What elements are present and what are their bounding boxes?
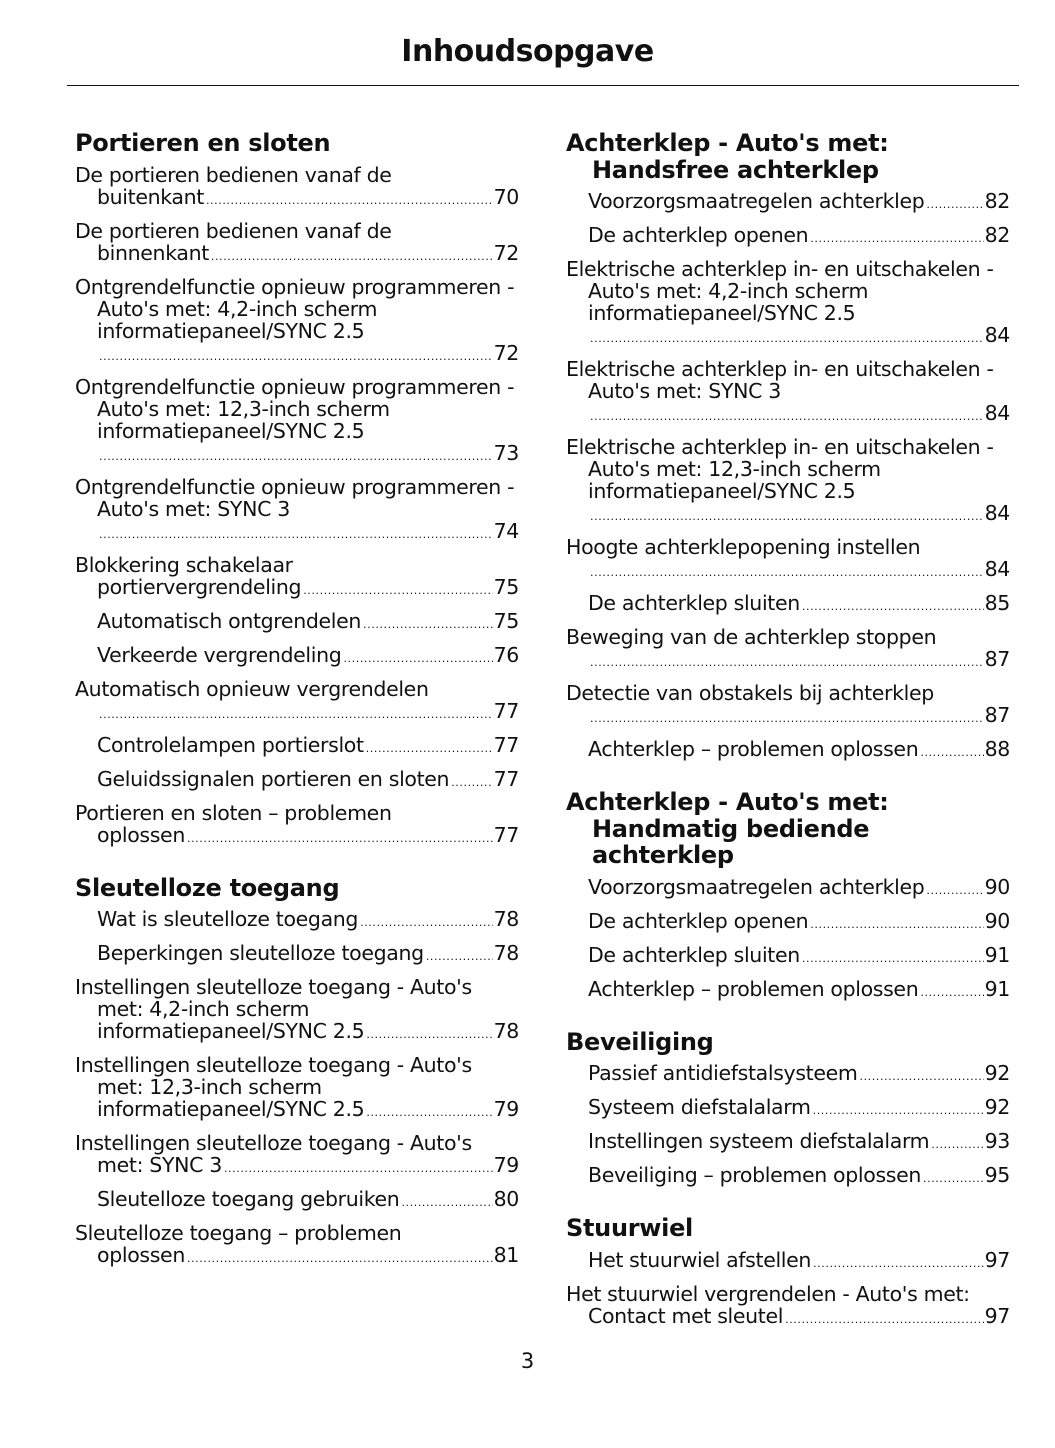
toc-entry-title-end: Wat is sleutelloze toegang <box>97 907 359 931</box>
toc-page-number: 97 <box>984 1303 1010 1328</box>
toc-entry[interactable] <box>566 589 1010 623</box>
toc-leader-line <box>588 224 1010 250</box>
toc-entry[interactable] <box>75 217 519 273</box>
toc-entry[interactable] <box>566 679 1010 735</box>
dot-leader <box>99 342 493 368</box>
section-heading: Stuurwiel <box>566 1214 693 1242</box>
toc-entry[interactable] <box>75 273 519 373</box>
toc-entry[interactable] <box>566 975 1010 1009</box>
toc-page-number: 82 <box>984 223 1010 247</box>
toc-entry[interactable] <box>75 905 519 939</box>
toc-page-number: 87 <box>984 703 1010 727</box>
toc-entry-title-end: Voorzorgsmaatregelen achterklep <box>588 874 925 899</box>
toc-entry[interactable] <box>566 1127 1010 1161</box>
dot-leader <box>802 944 984 970</box>
toc-entry-title-end: Voorzorgsmaatregelen achterklep <box>588 189 925 213</box>
title-divider <box>67 85 1019 86</box>
toc-entry-title-end: De achterklep openen <box>588 908 809 933</box>
toc-page-number: 77 <box>493 766 519 791</box>
toc-page-number: 75 <box>493 608 519 633</box>
toc-page-number: 90 <box>984 908 1010 933</box>
toc-entry[interactable] <box>75 675 519 731</box>
toc-entry-title-end: Verkeerde vergrendeling <box>97 642 342 667</box>
toc-leader-line <box>97 1188 519 1214</box>
dot-leader <box>366 1098 492 1124</box>
toc-entry[interactable] <box>75 799 519 855</box>
toc-leader-line <box>588 324 1010 350</box>
toc-entry[interactable] <box>75 765 519 799</box>
toc-page-number: 72 <box>493 340 519 365</box>
toc-entry[interactable] <box>566 255 1010 355</box>
dot-leader <box>810 910 983 936</box>
toc-leader-line <box>97 1154 519 1180</box>
toc-entry-title: Het stuurwiel vergrendelen - Auto's met: <box>566 1281 970 1306</box>
toc-entry[interactable] <box>75 373 519 473</box>
toc-page-number: 81 <box>493 1243 519 1267</box>
toc-page-number: 84 <box>984 323 1010 347</box>
toc-entry-title: Elektrische achterklep in- en uitschakelen - Auto's met: 12,3-inch scherm informatiepaneel/SYNC 2.5 <box>566 435 994 503</box>
dot-leader <box>206 186 493 212</box>
toc-entry[interactable] <box>75 939 519 973</box>
toc-entry-title-end: oplossen <box>97 822 185 847</box>
toc-leader-line <box>588 1305 1010 1331</box>
toc-entry-title-end: Achterklep – problemen oplossen <box>588 976 919 1001</box>
dot-leader <box>211 242 493 268</box>
toc-entry-title-end: oplossen <box>97 1243 185 1267</box>
toc-page-number: 93 <box>984 1129 1010 1153</box>
toc-entry-title: Blokkering schakelaar <box>75 552 293 577</box>
toc-page-number: 91 <box>984 976 1010 1001</box>
dot-leader <box>926 190 983 216</box>
toc-leader-line <box>588 978 1010 1004</box>
toc-leader-line <box>97 908 519 934</box>
toc-page-number: 72 <box>493 240 519 265</box>
toc-section <box>75 130 519 855</box>
toc-section <box>75 875 519 1276</box>
toc-entry-title-end: De achterklep openen <box>588 223 809 247</box>
dot-leader <box>590 324 984 350</box>
toc-page-number: 78 <box>493 907 519 931</box>
dot-leader <box>451 768 492 794</box>
dot-leader <box>590 648 984 674</box>
toc-entry-title: Ontgrendelfunctie opnieuw programmeren - Auto's met: SYNC 3 <box>75 474 515 521</box>
toc-entry[interactable] <box>566 735 1010 769</box>
toc-entry-title-end: De achterklep sluiten <box>588 591 800 615</box>
toc-entry-title: De portieren bedienen vanaf de <box>75 162 392 187</box>
toc-page-number: 87 <box>984 647 1010 671</box>
toc-entry-title: Instellingen sleutelloze toegang - Auto's met: 12,3-inch scherm <box>75 1053 472 1099</box>
dot-leader <box>99 700 493 726</box>
dot-leader <box>813 1249 984 1275</box>
toc-leader-line <box>97 610 519 636</box>
toc-leader-line <box>97 644 519 670</box>
toc-leader-line <box>588 944 1010 970</box>
toc-entry[interactable] <box>566 1059 1010 1093</box>
dot-leader <box>303 576 492 602</box>
toc-leader-line <box>97 1020 519 1046</box>
dot-leader <box>926 876 983 902</box>
toc-entry-title-end: Achterklep – problemen oplossen <box>588 737 919 761</box>
toc-leader-line <box>588 910 1010 936</box>
dot-leader <box>785 1305 984 1331</box>
toc-page-number: 74 <box>493 518 519 543</box>
toc-page-number: 78 <box>493 1019 519 1043</box>
dot-leader <box>99 442 493 468</box>
toc-leader-line <box>97 520 519 546</box>
toc-entry[interactable] <box>75 161 519 217</box>
dot-leader <box>810 224 983 250</box>
page-number: 3 <box>520 1349 535 1373</box>
toc-entry-title-end: Instellingen systeem diefstalalarm <box>588 1129 930 1153</box>
toc-column-right <box>566 130 1010 1356</box>
dot-leader <box>363 610 493 636</box>
toc-entry-title: Automatisch opnieuw vergrendelen <box>75 676 429 701</box>
toc-leader-line <box>588 648 1010 674</box>
toc-section <box>566 1029 1010 1196</box>
toc-entry[interactable] <box>566 941 1010 975</box>
toc-entry[interactable] <box>566 623 1010 679</box>
toc-leader-line <box>588 1249 1010 1275</box>
toc-entry-title-end: binnenkant <box>97 240 209 265</box>
toc-leader-line <box>588 704 1010 730</box>
toc-leader-line <box>588 876 1010 902</box>
toc-page-number: 73 <box>493 440 519 465</box>
dot-leader <box>187 824 493 850</box>
toc-leader-line <box>97 942 519 968</box>
dot-leader <box>920 978 983 1004</box>
toc-entry-title-end: Controlelampen portierslot <box>97 732 364 757</box>
toc-leader-line <box>97 342 519 368</box>
toc-page-number: 92 <box>984 1061 1010 1085</box>
toc-entry-title-end: Geluidssignalen portieren en sloten <box>97 766 450 791</box>
dot-leader <box>859 1062 983 1088</box>
toc-entry[interactable] <box>75 731 519 765</box>
dot-leader <box>931 1130 983 1156</box>
toc-entry[interactable] <box>75 973 519 1051</box>
toc-leader-line <box>97 242 519 268</box>
toc-column-left <box>75 130 519 1295</box>
toc-entry-title-end: portiervergrendeling <box>97 574 302 599</box>
toc-entry-title-end: Het stuurwiel afstellen <box>588 1247 812 1272</box>
toc-page-number: 84 <box>984 501 1010 525</box>
toc-leader-line <box>588 1130 1010 1156</box>
dot-leader <box>590 502 984 528</box>
dot-leader <box>99 520 493 546</box>
section-heading: Sleutelloze toegang <box>75 873 340 902</box>
toc-page-number: 82 <box>984 189 1010 213</box>
toc-leader-line <box>588 190 1010 216</box>
toc-page-number: 84 <box>984 401 1010 425</box>
dot-leader <box>590 402 984 428</box>
toc-entry-title-end: Beveiliging – problemen oplossen <box>588 1163 922 1187</box>
toc-entry[interactable] <box>566 1246 1010 1280</box>
toc-leader-line <box>588 1164 1010 1190</box>
toc-entry-title: Ontgrendelfunctie opnieuw programmeren - Auto's met: 4,2-inch scherm informatiepaneel/SYNC 2.5 <box>75 274 515 343</box>
toc-leader-line <box>97 1098 519 1124</box>
toc-entry-title: Portieren en sloten – problemen <box>75 800 392 825</box>
toc-page-number: 76 <box>493 642 519 667</box>
toc-page-number: 78 <box>493 941 519 965</box>
dot-leader <box>360 908 493 934</box>
toc-entry[interactable] <box>75 551 519 607</box>
section-heading: Achterklep - Auto's met: Handsfree achterklep <box>566 129 889 184</box>
toc-entry[interactable] <box>566 1093 1010 1127</box>
toc-entry-title: Instellingen sleutelloze toegang - Auto's met: 4,2-inch scherm <box>75 975 472 1021</box>
toc-page-number: 85 <box>984 591 1010 615</box>
toc-leader-line <box>97 700 519 726</box>
toc-page-number: 88 <box>984 737 1010 761</box>
toc-leader-line <box>588 738 1010 764</box>
toc-leader-line <box>588 1062 1010 1088</box>
toc-entry[interactable] <box>75 1185 519 1219</box>
toc-leader-line <box>97 734 519 760</box>
toc-entry-title: Ontgrendelfunctie opnieuw programmeren - Auto's met: 12,3-inch scherm informatiepaneel/SYNC 2.5 <box>75 374 515 443</box>
toc-entry-title-end: buitenkant <box>97 184 204 209</box>
toc-entry[interactable] <box>566 355 1010 433</box>
toc-section <box>566 1215 1010 1336</box>
toc-entry[interactable] <box>566 873 1010 907</box>
toc-page-number: 77 <box>493 698 519 723</box>
toc-page-number: 77 <box>493 732 519 757</box>
toc-entry[interactable] <box>75 1219 519 1275</box>
section-heading: Beveiliging <box>566 1027 714 1056</box>
toc-page-number: 75 <box>493 574 519 599</box>
toc-entry[interactable] <box>566 1161 1010 1195</box>
toc-entry[interactable] <box>566 221 1010 255</box>
dot-leader <box>920 738 983 764</box>
toc-entry-title: Sleutelloze toegang – problemen <box>75 1221 402 1245</box>
toc-leader-line <box>97 768 519 794</box>
dot-leader <box>224 1154 493 1180</box>
toc-entry-title-end: Passief antidiefstalsysteem <box>588 1061 858 1085</box>
toc-entry-title-end: Beperkingen sleutelloze toegang <box>97 941 424 965</box>
dot-leader <box>813 1096 984 1122</box>
toc-leader-line <box>97 442 519 468</box>
toc-entry[interactable] <box>566 433 1010 533</box>
toc-leader-line <box>97 1244 519 1270</box>
toc-entry-title: Elektrische achterklep in- en uitschakelen - Auto's met: 4,2-inch scherm informatiepaneel/SYNC 2.5 <box>566 257 994 325</box>
toc-entry-title-end: informatiepaneel/SYNC 2.5 <box>97 1019 365 1043</box>
toc-entry-title: Hoogte achterklepopening instellen <box>566 535 921 559</box>
toc-page-number: 91 <box>984 942 1010 967</box>
toc-leader-line <box>97 824 519 850</box>
section-heading: Portieren en sloten <box>75 129 331 157</box>
toc-entry-title-end: De achterklep sluiten <box>588 942 800 967</box>
toc-entry-title-end: Systeem diefstalalarm <box>588 1095 811 1119</box>
toc-page-number: 84 <box>984 557 1010 581</box>
toc-entry-title: Elektrische achterklep in- en uitschakelen - Auto's met: SYNC 3 <box>566 357 994 403</box>
toc-page-number: 70 <box>493 184 519 209</box>
toc-page-number: 79 <box>493 1097 519 1121</box>
toc-entry[interactable] <box>75 641 519 675</box>
page-title: Inhoudsopgave <box>401 34 654 69</box>
toc-section <box>566 789 1010 1009</box>
dot-leader <box>802 592 984 618</box>
section-heading: Achterklep - Auto's met: Handmatig bediende achterklep <box>566 788 889 869</box>
dot-leader <box>187 1244 493 1270</box>
toc-entry-title-end: informatiepaneel/SYNC 2.5 <box>97 1097 365 1121</box>
toc-leader-line <box>588 502 1010 528</box>
toc-entry-title-end: Sleutelloze toegang gebruiken <box>97 1187 400 1211</box>
dot-leader <box>401 1188 492 1214</box>
dot-leader <box>343 644 492 670</box>
toc-entry[interactable] <box>566 533 1010 589</box>
toc-page-number: 92 <box>984 1095 1010 1119</box>
toc-entry[interactable] <box>75 473 519 551</box>
toc-leader-line <box>588 1096 1010 1122</box>
dot-leader <box>426 942 493 968</box>
toc-leader-line <box>588 592 1010 618</box>
toc-entry-title-end: Contact met sleutel <box>588 1303 784 1328</box>
dot-leader <box>590 704 984 730</box>
toc-leader-line <box>588 402 1010 428</box>
dot-leader <box>590 558 984 584</box>
toc-entry[interactable] <box>75 1051 519 1129</box>
toc-entry-title: Beweging van de achterklep stoppen <box>566 625 937 649</box>
dot-leader <box>366 1020 492 1046</box>
toc-entry-title-end: Automatisch ontgrendelen <box>97 608 362 633</box>
dot-leader <box>366 734 493 760</box>
dot-leader <box>923 1164 984 1190</box>
toc-page-number: 77 <box>493 822 519 847</box>
toc-leader-line <box>588 558 1010 584</box>
toc-page-number: 97 <box>984 1247 1010 1272</box>
toc-entry[interactable] <box>566 187 1010 221</box>
toc-entry-title: Detectie van obstakels bij achterklep <box>566 681 934 705</box>
toc-entry[interactable] <box>566 1280 1010 1336</box>
toc-page-number: 95 <box>984 1163 1010 1187</box>
toc-section <box>566 130 1010 769</box>
toc-leader-line <box>97 186 519 212</box>
toc-page-number: 79 <box>493 1153 519 1177</box>
toc-page-number: 90 <box>984 874 1010 899</box>
toc-entry-title-end: met: SYNC 3 <box>97 1153 222 1177</box>
toc-entry-title: De portieren bedienen vanaf de <box>75 218 392 243</box>
toc-entry[interactable] <box>566 907 1010 941</box>
toc-page-number: 80 <box>493 1187 519 1211</box>
toc-entry-title: Instellingen sleutelloze toegang - Auto's <box>75 1131 472 1155</box>
toc-entry[interactable] <box>75 1129 519 1185</box>
toc-entry[interactable] <box>75 607 519 641</box>
toc-leader-line <box>97 576 519 602</box>
